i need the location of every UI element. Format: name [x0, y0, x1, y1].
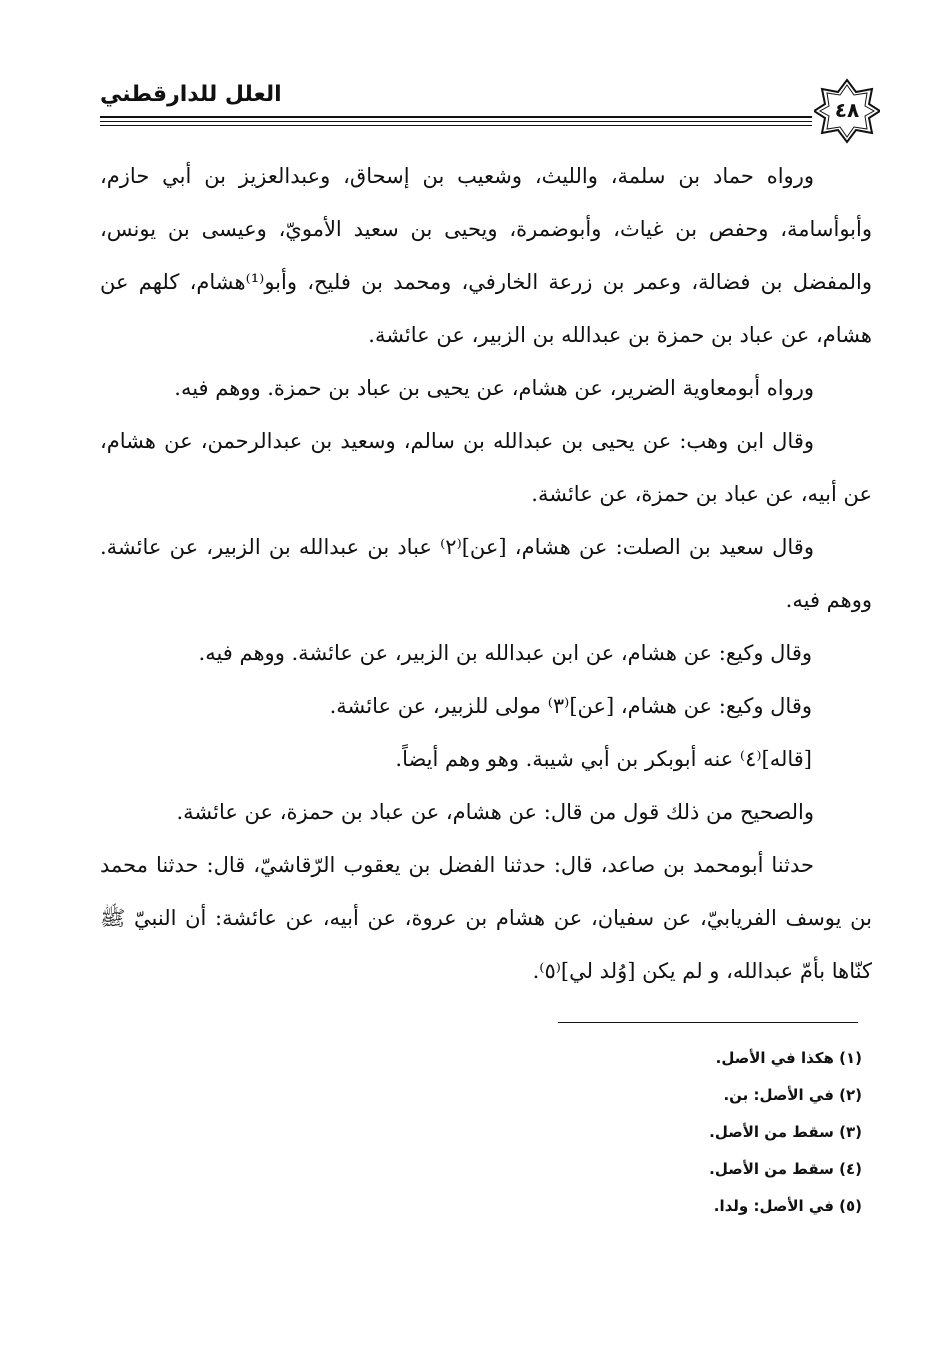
paragraph: وقال ابن وهب: عن يحيى بن عبدالله بن سالم، وسعيد بن عبدالرحمن، عن هشام، عن أبيه، عن عباد بن حمزة، عن عائشة. [100, 429, 872, 506]
footnote: (٣) سقط من الأصل. [709, 1123, 862, 1141]
header-rule [100, 125, 812, 126]
book-title: العلل للدارقطني [100, 82, 282, 107]
header-rule [100, 121, 812, 122]
paragraph: وقال وكيع: عن هشام، [عن]⁽٣⁾ مولى للزبير، عن عائشة. [329, 694, 812, 718]
paragraph: والصحيح من ذلك قول من قال: عن هشام، عن عباد بن حمزة، عن عائشة. [176, 800, 814, 824]
footnote: (٤) سقط من الأصل. [709, 1160, 862, 1178]
page-header [100, 78, 880, 148]
paragraph: حدثنا أبومحمد بن صاعد، قال: حدثنا الفضل بن يعقوب الرّقاشيّ، قال: حدثنا محمد بن يوسف الفريابيّ، عن سفيان، عن هشام بن عروة، عن أبيه، عن عائشة: أن النبيّ ﷺ كنّاها بأمّ عبدالله، و لم يكن [وُلد لي]⁽٥⁾. [100, 853, 872, 983]
footnote: (١) هكذا في الأصل. [715, 1049, 862, 1067]
footnote-separator [558, 1022, 858, 1023]
footnote: (٥) في الأصل: ولدا. [713, 1197, 862, 1215]
footnotes [400, 1040, 862, 1225]
header-rule [100, 116, 812, 118]
footnote: (٢) في الأصل: بن. [723, 1086, 862, 1104]
paragraph: وقال وكيع: عن هشام، عن ابن عبدالله بن الزبير، عن عائشة. ووهم فيه. [198, 641, 812, 665]
paragraph: ورواه حماد بن سلمة، والليث، وشعيب بن إسحاق، وعبدالعزيز بن أبي حازم، وأبوأسامة، وحفص بن غياث، وأبوضمرة، ويحيى بن سعيد الأمويّ، وعيسى بن يونس، والمفضل بن فضالة، وعمر بن زرعة الخارفي، ومحمد بن فليح، وأبو⁽¹⁾هشام، كلهم عن هشام، عن عباد بن حمزة بن عبدالله بن الزبير، عن عائشة. [100, 164, 872, 347]
main-text [100, 150, 872, 998]
page-number-badge [814, 78, 880, 144]
paragraph: وقال سعيد بن الصلت: عن هشام، [عن]⁽٢⁾ عباد بن عبدالله بن الزبير، عن عائشة. ووهم فيه. [100, 535, 872, 612]
paragraph: [قاله]⁽٤⁾ عنه أبوبكر بن أبي شيبة. وهو وهم أيضاً. [395, 747, 812, 771]
page-number: ٤٨ [834, 98, 860, 122]
paragraph: ورواه أبومعاوية الضرير، عن هشام، عن يحيى بن عباد بن حمزة. ووهم فيه. [174, 376, 814, 400]
